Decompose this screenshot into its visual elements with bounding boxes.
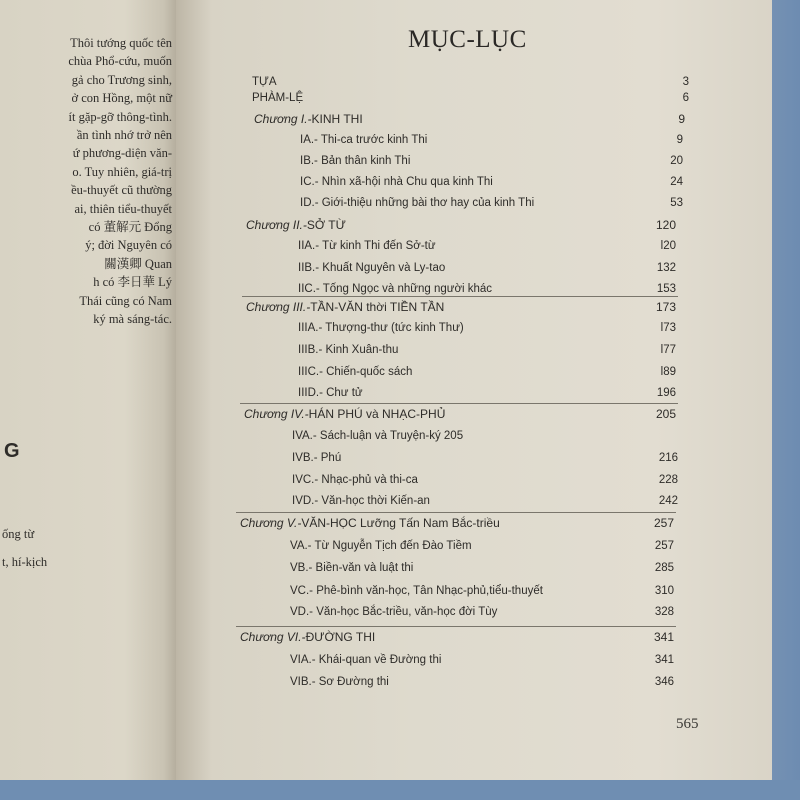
toc-chapter-row: [0, 516, 800, 534]
left-line: o. Tuy nhiên, giá-trị: [72, 164, 172, 179]
toc-chapter-row: [0, 112, 800, 130]
toc-entry-page: 24: [670, 176, 683, 188]
left-line: ống từ: [2, 527, 35, 541]
background-bottom: [0, 780, 800, 800]
toc-entry-label: [240, 516, 500, 530]
toc-entry-row: [0, 585, 800, 603]
left-line: ần tình nhớ trở nên: [76, 128, 172, 143]
toc-entry-page: 196: [656, 387, 676, 399]
left-line: ều-thuyết cũ thường: [71, 183, 172, 198]
toc-entry-page: 132: [656, 262, 676, 274]
toc-entry-label: IVC.- Nhạc-phủ và thi-ca: [292, 474, 418, 486]
toc-divider: [242, 296, 678, 297]
toc-entry-label: IVA.- Sách-luận và Truyện-ký 205: [292, 430, 464, 442]
toc-entry-label: IVD.- Văn-học thời Kiến-an: [292, 495, 430, 507]
toc-entry-page: 9: [676, 134, 683, 146]
toc-entry-page: l20: [660, 240, 676, 252]
toc-chapter-row: [0, 300, 800, 318]
toc-entry-label: VD.- Văn-học Bắc-triều, văn-học đời Tùy: [290, 606, 498, 618]
toc-entry-page: 3: [682, 76, 689, 88]
toc-entry-row: [0, 540, 800, 558]
toc-entry-row: [0, 262, 800, 280]
toc-entry-page: 328: [654, 606, 674, 618]
toc-entry-label: IIC.- Tống Ngọc và những người khác: [298, 283, 493, 295]
page-number: 565: [676, 716, 699, 732]
toc-chapter-row: [0, 630, 800, 648]
toc-entry-page: 20: [670, 155, 683, 167]
toc-entry-row: [0, 495, 800, 513]
toc-entry-page: 216: [658, 452, 678, 464]
toc-entry-page: 341: [653, 630, 674, 644]
left-line: ứ phương-diện văn-: [72, 146, 172, 161]
left-line: ở con Hồng, một nữ: [71, 91, 172, 106]
toc-chapter-title: TẦN-VĂN thời TIỀN TẦN: [310, 300, 445, 314]
toc-entry-page: 341: [654, 654, 674, 666]
toc-chapter-title: VĂN-HỌC Lưỡng Tấn Nam Bắc-triều: [301, 516, 500, 530]
toc-entry-row: [0, 176, 800, 194]
left-line: ai, thiên tiểu-thuyết: [74, 201, 172, 216]
left-line: Thái cũng có Nam: [79, 293, 172, 308]
toc-chapter-title: KINH THI: [311, 112, 363, 126]
toc-entry-row: [0, 322, 800, 340]
toc-chapter-row: [0, 218, 800, 236]
left-line: h có 李日華 Lý: [93, 275, 172, 290]
toc-entry-label: VIB.- Sơ Đường thi: [290, 676, 389, 688]
toc-entry-row: [0, 562, 800, 580]
toc-entry-label: [246, 300, 444, 314]
toc-entry-label: VC.- Phê-bình văn-học, Tân Nhạc-phủ,tiểu-thuyết: [290, 585, 543, 597]
toc-entry-page: l73: [660, 322, 676, 334]
toc-chapter-prefix: Chương II.-: [246, 218, 307, 232]
toc-entry-label: [240, 630, 375, 644]
toc-entry-label: VIA.- Khái-quan về Đường thi: [290, 654, 442, 666]
toc-entry-label: TỰA: [252, 76, 277, 88]
toc-entry-row: [0, 344, 800, 362]
toc-chapter-prefix: Chương IV.-: [244, 407, 309, 421]
toc-chapter-title: SỞ TỪ: [306, 218, 346, 232]
left-line: có 董解元 Đổng: [88, 220, 172, 235]
toc-divider: [236, 626, 676, 627]
toc-entry-row: [0, 430, 800, 448]
left-line: t, hí-kịch: [2, 555, 48, 569]
toc-entry-label: IIIA.- Thượng-thư (tức kinh Thư): [298, 322, 464, 334]
left-line: chùa Phổ-cứu, muốn: [68, 54, 172, 69]
toc-chapter-prefix: Chương III.-: [246, 300, 311, 314]
toc-entry-label: [246, 218, 346, 232]
toc-entry-label: IIA.- Từ kinh Thi đến Sở-từ: [298, 240, 436, 252]
toc-entry-row: [0, 155, 800, 173]
toc-entry-row: [0, 606, 800, 624]
toc-entry-page: 242: [658, 495, 678, 507]
toc-entry-page: 310: [654, 585, 674, 597]
toc-entry-page: 285: [654, 562, 674, 574]
toc-entry-label: VA.- Từ Nguyễn Tịch đến Đào Tiềm: [290, 540, 472, 552]
toc-chapter-title: HÁN PHÚ và NHẠC-PHỦ: [308, 407, 446, 421]
toc-entry-label: IIIB.- Kinh Xuân-thu: [298, 344, 399, 356]
toc-entry-page: 53: [670, 197, 683, 209]
toc-entry-row: [0, 676, 800, 694]
toc-entry-page: 173: [655, 300, 676, 314]
left-line: 關漢卿 Quan: [104, 256, 172, 271]
toc-entry-label: ID.- Giới-thiệu những bài thơ hay của kinh Thi: [300, 197, 535, 209]
toc-entry-label: IB.- Bản thân kinh Thi: [300, 155, 411, 167]
toc-entry-page: 257: [654, 540, 674, 552]
toc-entry-label: [254, 112, 363, 126]
toc-entry-label: IIID.- Chư tử: [298, 387, 363, 399]
left-line: ít gặp-gỡ thông-tình.: [68, 109, 172, 124]
toc-entry-label: IIB.- Khuất Nguyên và Ly-tao: [298, 262, 446, 274]
left-line: ý; đời Nguyên có: [85, 238, 172, 253]
toc-entry-page: 205: [655, 407, 676, 421]
toc-entry-label: PHÀM-LỆ: [252, 92, 304, 104]
toc-entry-page: 228: [658, 474, 678, 486]
toc-entry-page: 120: [655, 218, 676, 232]
toc-entry-page: 346: [654, 676, 674, 688]
toc-entry-row: [0, 197, 800, 215]
toc-entry-label: [244, 407, 445, 421]
left-line: Thôi tướng quốc tên: [70, 36, 172, 50]
left-line: ký mà sáng-tác.: [93, 312, 172, 327]
toc-title: MỤC-LỤC: [408, 26, 527, 53]
toc-entry-row: [0, 240, 800, 258]
toc-entry-row: [0, 283, 800, 301]
toc-entry-page: l89: [660, 366, 676, 378]
toc-divider: [236, 512, 676, 513]
toc-entry-label: IIIC.- Chiến-quốc sách: [298, 366, 413, 378]
toc-entry-page: 153: [656, 283, 676, 295]
toc-chapter-title: ĐƯỜNG THI: [305, 630, 376, 644]
toc-entry-page: 6: [682, 92, 689, 104]
toc-chapter-row: [0, 407, 800, 425]
toc-chapter-prefix: Chương V.-: [240, 516, 302, 530]
toc-entry-label: IVB.- Phú: [292, 452, 342, 464]
toc-entry-label: IA.- Thi-ca trước kinh Thi: [300, 134, 428, 146]
toc-entry-page: 9: [678, 112, 685, 126]
toc-divider: [240, 403, 678, 404]
toc-entry-row: [0, 134, 800, 152]
toc-entry-row: [0, 654, 800, 672]
toc-entry-label: VB.- Biền-văn và luật thi: [290, 562, 414, 574]
toc-chapter-prefix: Chương VI.-: [240, 630, 306, 644]
toc-entry-row: [0, 474, 800, 492]
toc-entry-row: [0, 452, 800, 470]
left-line: gả cho Trương sinh,: [71, 72, 172, 87]
toc-entry-label: IC.- Nhìn xã-hội nhà Chu qua kinh Thi: [300, 176, 493, 188]
section-heading-letter: G: [4, 440, 20, 462]
toc-chapter-prefix: Chương I.-: [254, 112, 312, 126]
toc-entry-row: [0, 92, 800, 110]
toc-entry-page: l77: [660, 344, 676, 356]
toc-entry-page: 257: [653, 516, 674, 530]
toc-entry-row: [0, 366, 800, 384]
